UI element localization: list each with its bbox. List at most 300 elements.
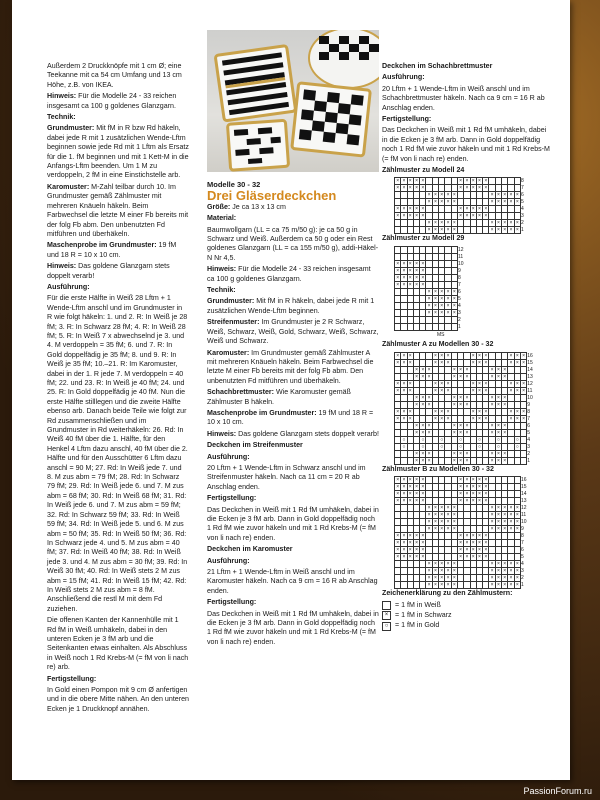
chart-cell: × xyxy=(396,281,400,288)
chart-cell: × xyxy=(496,373,500,380)
chart-cell: × xyxy=(452,568,456,575)
chart-cell: × xyxy=(440,295,444,302)
chart-cell: × xyxy=(465,477,469,484)
row-label: 9 xyxy=(520,526,524,533)
chart-cell: × xyxy=(459,498,463,505)
chart-cell: × xyxy=(478,213,481,220)
circle-swatch-icon: ○ xyxy=(382,622,391,631)
d3-ausf-label: Ausführung: xyxy=(382,73,425,82)
row-label: 5 xyxy=(527,429,531,436)
chart-cell: × xyxy=(440,408,444,415)
chart-cell: × xyxy=(503,394,507,401)
row-label: 1 xyxy=(457,323,461,330)
chart-cell: × xyxy=(490,192,494,199)
ausf-text: Für die erste Hälfte in Weiß 28 Lftm + 1 Wende-Lftm anschl und im Grundmuster in R wie folgt häkeln: 1. und 2. R: In Weiß je 28 fM; 3. R: In Schwarz 28 fM; 4. R: In Weiß 28 fM; 5. R: In Weiß 7 x abwechselnd je 3. und 4. M verdoppeln = 35 fM; 6. und 7. R: In Gold doppelfädig je 35 fM; 8. und 9. R: In Weiß je 35 fM; 10.–21. R: Im Karomuster, dabei in der 1. R jede 7. M verdoppeln = 40 fM; 22. und 23. R: In Weiß je 40 fM; 24. und 25. R: In Gold doppelfädig je 40 fM. Nun die erste Hälfte stilllegen und die zweite Hälfte ebenso arb. Danach beide Teile wie folgt zur Rd zusammenschließen und im Grundmuster in Rd weiterhäkeln: 26. Rd: In Weiß 40 fM über die 1. Hälfte, für den Henkel 4 Lftm dazu anschl, 40 fM über die 2. Hälfte und für den Ausschütter 6 Lftm dazu anschl = 90 M; 27. Rd: In Weiß jede 7. und 8. M zus abm = 79 fM; 28. Rd: In Schwarz 79 fM; 29. Rd: In Weiß jede 6. und 7. M zus abm = 68 fM; 30. Rd: In Weiß 68 fM; 31. Rd: In Weiß jede 6. und 7. M zus abm = 59 fM; 32. Rd: In Schwarz 59 fM; 33. Rd: In Weiß 59 fM; 34. Rd: In Weiß jede 5. und 6. M zus abm = 50 fM; 35. Rd: In Weiß 50 fM; 36. Rd: In Schwarz jede 4. und 5. M zus abm = 40 fM; 37. Rd: In Weiß 40 fM; 38. Rd: In Weiß jede 3. und 4. M zus abm = 30 fM; 39. Rd: In Weiß 30 fM; 40. Rd: In Weiß stets 2 M zus abm = 15 fM; 41. Rd: In Weiß 15 fM; 42. Rd: In Weiß stets 2 M zus abm = 8 fM. Anschließend die restl M mit dem Fd zuziehen. xyxy=(47,294,188,613)
chart-cell: × xyxy=(427,512,431,519)
grund-label: Grundmuster: xyxy=(207,297,255,306)
chart-cell: × xyxy=(503,512,507,519)
chart-cell: × xyxy=(452,526,456,533)
row-label: 6 xyxy=(520,547,524,554)
chart-cell: × xyxy=(459,213,463,220)
hint2-text: Das goldene Glanzgarn stets doppelt verarb! xyxy=(236,429,379,438)
chart-24 xyxy=(382,177,552,234)
chart-cell: × xyxy=(509,415,513,422)
row-label: 2 xyxy=(527,450,531,457)
chart-cell: × xyxy=(515,505,519,512)
chart-cell: ○ xyxy=(496,436,500,443)
chart-cell: × xyxy=(509,519,513,526)
chart-cell: × xyxy=(427,422,431,429)
chart-cell: × xyxy=(433,526,437,533)
chart-cell: × xyxy=(465,540,469,547)
chart-cell: × xyxy=(459,540,463,547)
chart-cell: × xyxy=(415,178,418,185)
chart-cell: × xyxy=(408,213,412,220)
grund-label: Grundmuster: xyxy=(47,124,95,133)
chart-cell: × xyxy=(490,561,494,568)
chart-cell: × xyxy=(478,185,481,192)
chart-cell: × xyxy=(415,185,418,192)
chart-cell: × xyxy=(459,484,463,491)
chart-cell: × xyxy=(415,422,418,429)
chart-cell: × xyxy=(396,274,400,281)
chart-cell: × xyxy=(427,582,431,589)
watermark: PassionForum.ru xyxy=(523,786,592,796)
chart-cell: × xyxy=(421,213,425,220)
chart-cell: × xyxy=(421,366,425,373)
chart-cell: × xyxy=(427,457,431,464)
chart-cell: × xyxy=(484,547,488,554)
hint2-text: Das goldene Glanzgarn stets doppelt verarb! xyxy=(47,262,170,280)
chart-cell: × xyxy=(465,491,469,498)
article-title: Drei Gläserdeckchen xyxy=(207,188,337,204)
chart-cell: × xyxy=(459,178,463,185)
chart-cell: × xyxy=(446,408,450,415)
chart-cell: × xyxy=(396,477,400,484)
chart-cell: × xyxy=(484,206,488,213)
chart-cell: × xyxy=(515,575,519,582)
chart-cell: × xyxy=(465,213,469,220)
chart-cell: × xyxy=(427,575,431,582)
chart-cell: × xyxy=(465,178,469,185)
chart-cell: × xyxy=(465,450,469,457)
chart-cell: × xyxy=(452,288,456,295)
chart-cell: × xyxy=(465,373,469,380)
chart-cell: × xyxy=(509,387,513,394)
chart-cell: ○ xyxy=(477,443,482,450)
chart-cell: × xyxy=(440,568,444,575)
chart-cell: × xyxy=(408,547,412,554)
chart-cell: × xyxy=(509,582,513,589)
chart-cell: × xyxy=(490,199,494,206)
chart-cell: × xyxy=(484,484,488,491)
chart-cell: × xyxy=(452,220,456,227)
chart-cell: ○ xyxy=(459,443,463,450)
chart-cell: × xyxy=(396,408,400,415)
ausf-heading: Ausführung: xyxy=(47,282,90,291)
chart-cell: ○ xyxy=(515,443,519,450)
chart-cell: × xyxy=(465,554,469,561)
ms-label: MS xyxy=(437,331,445,338)
chart-cell: × xyxy=(484,491,488,498)
chart-cell: × xyxy=(452,373,456,380)
chart-cell: × xyxy=(459,457,463,464)
chart-cell: × xyxy=(459,450,463,457)
hint-text: Für die Modelle 24 - 33 reichen insgesamt ca 100 g goldenes Glanzgarn. xyxy=(207,265,371,283)
row-label: 16 xyxy=(527,352,533,359)
chart-cell: × xyxy=(440,352,444,359)
d2-heading: Deckchen im Karomuster xyxy=(207,545,293,554)
chart-cell: × xyxy=(415,498,418,505)
chart-cell: × xyxy=(427,526,431,533)
chart-cell: × xyxy=(396,533,400,540)
chart-cell: × xyxy=(459,491,463,498)
chart-cell: × xyxy=(427,220,431,227)
chart-cell: × xyxy=(440,309,444,316)
chart-cell: × xyxy=(396,185,400,192)
chart-cell: × xyxy=(446,575,450,582)
row-label: 2 xyxy=(457,316,461,323)
karo-label: Karomuster: xyxy=(207,348,250,357)
chart-cell: × xyxy=(415,450,418,457)
chart-cell: ○ xyxy=(440,436,444,443)
chart-cell: × xyxy=(452,295,456,302)
chart-cell: × xyxy=(509,352,513,359)
chart-cell: × xyxy=(402,484,406,491)
chart-cell: × xyxy=(515,526,519,533)
chart-cell: × xyxy=(446,309,450,316)
chart-cell: ○ xyxy=(440,443,444,450)
chart-cell: × xyxy=(396,387,400,394)
chart-grid xyxy=(394,246,469,331)
chart-cell: × xyxy=(509,192,513,199)
chart-cell: × xyxy=(408,408,412,415)
chart-cell: × xyxy=(459,533,463,540)
chart-cell: × xyxy=(402,547,406,554)
cross-swatch-icon: × xyxy=(382,611,391,620)
d3f-text: Das Deckchen in Weiß mit 1 Rd fM umhäkeln, dabei in die Ecken je 3 fM arb. Dann in Gold doppelfädig noch 1 Rd fM wie zuvor häkeln und mit 1 Rd Krebs-M (= fM von li nach re) enden. xyxy=(382,126,550,163)
chart-cell: × xyxy=(471,491,475,498)
chart-cell: × xyxy=(484,387,488,394)
chart-cell: × xyxy=(440,192,444,199)
chart-cell: × xyxy=(421,422,425,429)
chart-cell: × xyxy=(465,429,469,436)
chart-cell: × xyxy=(421,281,425,288)
chart-cell: × xyxy=(396,484,400,491)
chart-cell: × xyxy=(402,533,406,540)
chart-cell: × xyxy=(415,260,418,267)
hint-label: Hinweis: xyxy=(47,92,77,101)
chart-cell: × xyxy=(415,477,418,484)
chart-a xyxy=(382,352,552,465)
chart-cell: × xyxy=(446,302,450,309)
chart-cell: × xyxy=(496,519,500,526)
chart-cell: × xyxy=(484,540,488,547)
chart-cell: × xyxy=(478,540,481,547)
legend-white-text: = 1 fM in Weiß xyxy=(395,600,441,609)
chart-cell: × xyxy=(496,582,500,589)
chart-cell: × xyxy=(440,512,444,519)
legend-black-text: = 1 fM in Schwarz xyxy=(395,610,452,619)
chart-cell: × xyxy=(415,554,418,561)
chart-cell: × xyxy=(408,281,412,288)
chart-cell: × xyxy=(427,227,431,234)
masch-text: 19 fM und 18 R = 10 x 10 cm. xyxy=(47,241,177,259)
technik-heading: Technik: xyxy=(207,286,236,295)
chart-cell: × xyxy=(421,260,425,267)
hint-text: Für die Modelle 24 - 33 reichen insgesamt ca 100 g goldenes Glanzgarn. xyxy=(47,92,177,110)
chart-cell: × xyxy=(433,519,437,526)
chart-cell: × xyxy=(503,568,507,575)
chart-cell: × xyxy=(484,477,488,484)
chart-b xyxy=(382,476,552,589)
legend-black xyxy=(382,611,552,620)
chart-cell: × xyxy=(515,561,519,568)
chart-cell: × xyxy=(459,206,463,213)
chart-cell: ○ xyxy=(496,443,500,450)
chart-cell: × xyxy=(408,387,412,394)
chart-cell: × xyxy=(427,366,431,373)
row-label: 6 xyxy=(457,288,461,295)
chart-cell: × xyxy=(509,561,513,568)
chart-cell: × xyxy=(440,220,444,227)
chart-cell: × xyxy=(471,533,475,540)
chart-cell: × xyxy=(421,267,425,274)
chart-cell: × xyxy=(446,526,450,533)
chart-cell: × xyxy=(471,415,475,422)
chart-cell: × xyxy=(503,582,507,589)
size-text: Je ca 13 x 13 cm xyxy=(230,202,286,211)
row-label: 8 xyxy=(520,178,524,185)
chart-cell: × xyxy=(433,575,437,582)
chart-cell: × xyxy=(402,206,406,213)
hint2-label: Hinweis: xyxy=(207,429,237,438)
chart-cell: × xyxy=(433,227,437,234)
chart-cell: × xyxy=(452,401,456,408)
technik-heading: Technik: xyxy=(47,113,76,122)
chart-cell: × xyxy=(452,582,456,589)
chart-cell: × xyxy=(446,568,450,575)
chart-cell: × xyxy=(459,366,463,373)
chart-cell: × xyxy=(446,220,450,227)
chart-cell: × xyxy=(490,227,494,234)
chart-cell: × xyxy=(490,457,494,464)
chart-cell: × xyxy=(446,192,450,199)
chart-cell: × xyxy=(452,309,456,316)
chart-cell: × xyxy=(433,505,437,512)
chart-cell: × xyxy=(484,408,488,415)
row-label: 11 xyxy=(527,387,533,394)
chart-cell: × xyxy=(433,408,437,415)
row-label: 7 xyxy=(520,185,524,192)
chart-cell: × xyxy=(465,401,469,408)
chart-cell: × xyxy=(471,206,475,213)
chart-cell: × xyxy=(396,213,400,220)
chart-cell: × xyxy=(433,352,437,359)
chart-cell: × xyxy=(515,408,519,415)
chart-cell: × xyxy=(396,260,400,267)
chart-cell: ○ xyxy=(402,436,406,443)
chart-cell: × xyxy=(471,178,475,185)
row-label: 16 xyxy=(520,477,527,484)
chart-cell: × xyxy=(440,415,444,422)
chart-cell: × xyxy=(496,575,500,582)
d1-heading: Deckchen im Streifenmuster xyxy=(207,441,303,450)
chart-cell: × xyxy=(421,394,425,401)
chart-cell: × xyxy=(421,401,425,408)
chart-cell: × xyxy=(459,547,463,554)
chart-cell: × xyxy=(402,274,406,281)
chart-cell: × xyxy=(427,401,431,408)
chart-cell: × xyxy=(509,568,513,575)
model-number: Modelle 30 - 32 xyxy=(207,180,261,189)
chart-cell: × xyxy=(490,519,494,526)
chart-cell: × xyxy=(433,309,437,316)
chart-cell: × xyxy=(478,498,481,505)
chart-cell: × xyxy=(465,457,469,464)
chart-cell: × xyxy=(408,178,412,185)
row-label: 12 xyxy=(520,505,527,512)
chart-cell: × xyxy=(496,526,500,533)
chart-cell: × xyxy=(490,526,494,533)
row-label: 10 xyxy=(520,519,527,526)
chart-cell: × xyxy=(433,220,437,227)
chart-cell: × xyxy=(503,457,507,464)
chart-cell: × xyxy=(484,498,488,505)
chart-cell: × xyxy=(396,415,400,422)
chart-cell: × xyxy=(509,227,513,234)
chart-cell: × xyxy=(503,505,507,512)
chart-grid xyxy=(394,352,538,465)
chart-cell: × xyxy=(440,582,444,589)
chart-cell: × xyxy=(509,575,513,582)
chart-cell: × xyxy=(408,206,412,213)
d1-ausf-label: Ausführung: xyxy=(207,452,250,461)
chart-cell: × xyxy=(478,408,481,415)
legend-heading: Zeichenerklärung zu den Zählmustern: xyxy=(382,589,513,598)
chart-cell: × xyxy=(396,178,400,185)
chart-cell: × xyxy=(459,185,463,192)
chart-cell: × xyxy=(433,192,437,199)
chart-cell: × xyxy=(484,178,488,185)
masch-text: 19 fM und 18 R = 10 x 10 cm. xyxy=(207,408,374,427)
chart-cell: × xyxy=(396,352,400,359)
chart-cell: × xyxy=(446,288,450,295)
chart-cell: × xyxy=(490,366,494,373)
chart-cell: × xyxy=(471,185,475,192)
row-label: 3 xyxy=(520,568,524,575)
chart-cell: × xyxy=(408,554,412,561)
chartA-title: Zählmuster A zu Modellen 30 - 32 xyxy=(382,340,494,349)
d1f-text: Das Deckchen in Weiß mit 1 Rd fM umhäkeln, dabei in die Ecken je 3 fM arb. Dann in Gold doppelfädig noch 1 Rd fM wie zuvor häkeln und mit 1 Rd Krebs-M (= fM von li nach re) enden. xyxy=(207,505,379,542)
chart-cell: × xyxy=(522,359,526,366)
row-label: 7 xyxy=(520,540,524,547)
chart-cell: × xyxy=(509,526,513,533)
chart-cell: × xyxy=(415,533,418,540)
chart-cell: × xyxy=(396,547,400,554)
material-text: Baumwollgarn (LL = ca 75 m/50 g): je ca 50 g in Schwarz und Weiß. Außerdem ca 50 g oder ein Rest goldenes Glanzgarn (LL = ca 155 m/50 g), addi-Häkel-N Nr 4,5. xyxy=(207,225,379,262)
chart-cell: × xyxy=(402,380,406,387)
row-label: 10 xyxy=(457,260,464,267)
chart-cell: × xyxy=(402,415,406,422)
chart-cell: × xyxy=(478,178,481,185)
chart-cell: × xyxy=(496,192,500,199)
row-label: 8 xyxy=(527,408,531,415)
row-label: 5 xyxy=(457,295,461,302)
chart-cell: × xyxy=(490,220,494,227)
chart-cell: × xyxy=(415,491,418,498)
chart-cell: × xyxy=(402,491,406,498)
chart-cell: × xyxy=(515,352,519,359)
chart-cell: × xyxy=(490,394,494,401)
row-label: 2 xyxy=(520,575,524,582)
chart-cell: × xyxy=(465,185,469,192)
chart-cell: × xyxy=(433,568,437,575)
chart-cell: × xyxy=(452,302,456,309)
chart-cell: × xyxy=(484,352,488,359)
chart-cell: × xyxy=(396,380,400,387)
chart-cell: × xyxy=(452,394,456,401)
chart-cell: × xyxy=(496,568,500,575)
chart-cell: × xyxy=(402,477,406,484)
row-label: 9 xyxy=(527,401,531,408)
chart-cell: × xyxy=(465,484,469,491)
chart-cell: × xyxy=(427,394,431,401)
row-label: 15 xyxy=(520,484,527,491)
chart-cell: × xyxy=(496,505,500,512)
d2-fert-label: Fertigstellung: xyxy=(207,598,257,607)
chart-cell: × xyxy=(478,380,481,387)
row-label: 4 xyxy=(527,436,531,443)
row-label: 11 xyxy=(457,253,464,260)
page-number: 39 xyxy=(507,766,518,776)
d1-text: 20 Lftm + 1 Wende-Lftm in Schwarz anschl und im Streifenmuster häkeln. Nach ca 11 cm = 20 R ab Anschlag enden. xyxy=(207,463,366,491)
chart-cell: × xyxy=(490,582,494,589)
chart-cell: × xyxy=(427,519,431,526)
chart-cell: × xyxy=(396,540,400,547)
chart-cell: × xyxy=(433,199,437,206)
chart-cell: × xyxy=(440,387,444,394)
row-label: 4 xyxy=(520,206,524,213)
chart-29 xyxy=(382,246,552,331)
row-label: 3 xyxy=(527,443,531,450)
chart-cell: × xyxy=(522,387,526,394)
chart-cell: × xyxy=(415,401,418,408)
schach-text: Wie Karomuster gemäß Zählmuster B häkeln. xyxy=(207,388,351,406)
column-middle xyxy=(207,180,379,649)
chart-cell: × xyxy=(421,429,425,436)
chart-cell: × xyxy=(471,408,475,415)
chart-cell: × xyxy=(440,505,444,512)
legend-white xyxy=(382,601,552,610)
chart-cell: × xyxy=(471,554,475,561)
chart-cell: × xyxy=(496,220,500,227)
chart-cell: × xyxy=(421,498,425,505)
chart-cell: × xyxy=(459,394,463,401)
chart-cell: × xyxy=(452,505,456,512)
chart-cell: × xyxy=(421,477,425,484)
chart-cell: × xyxy=(465,206,469,213)
row-label: 3 xyxy=(520,213,524,220)
chart-cell: × xyxy=(490,575,494,582)
chart-cell: × xyxy=(503,192,507,199)
row-label: 13 xyxy=(520,498,527,505)
chart-cell: × xyxy=(446,505,450,512)
magazine-page xyxy=(12,0,570,780)
chart-cell: × xyxy=(446,582,450,589)
white-swatch-icon xyxy=(382,601,391,610)
chart-cell: × xyxy=(509,220,513,227)
